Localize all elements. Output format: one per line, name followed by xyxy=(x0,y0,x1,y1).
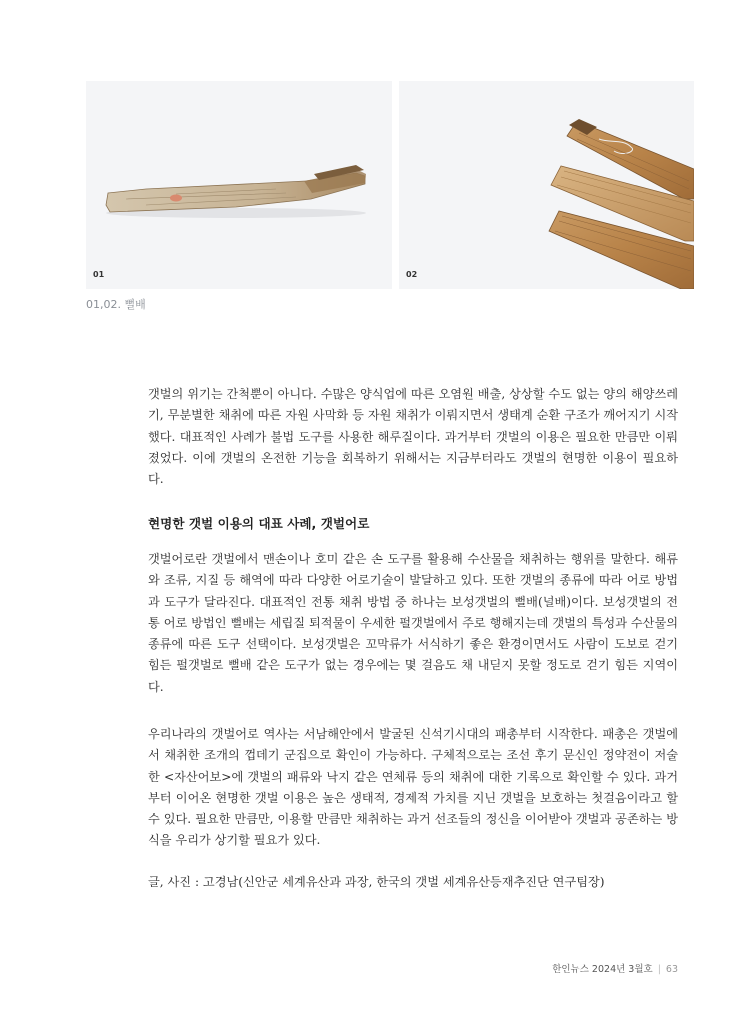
page-footer xyxy=(552,961,678,975)
planks-illustration xyxy=(399,81,694,289)
page-number: 63 xyxy=(665,964,678,975)
publication-name: 한인뉴스 2024년 3월호 xyxy=(552,964,653,975)
author-credit: 글, 사진 : 고경남(신안군 세계유산과 과장, 한국의 갯벌 세계유산등재추진단 연구팀장) xyxy=(148,875,605,889)
photo-mudboard-2 xyxy=(399,81,694,289)
body-paragraph: 갯벌의 위기는 간척뿐이 아니다. 수많은 양식업에 따른 오염원 배출, 상상할 수도 없는 양의 해양쓰레기, 무분별한 채취에 따른 자원 사막화 등 자원 채취가 이뤄지면서 생태계 순환 구조가 깨어지기 시작했다. 대표적인 사례가 불법 도구를 사용한 해루질이다. 과거부터 갯벌의 이용은 필요한 만큼만 이뤄졌었다. 이에 갯벌의 온전한 기능을 회복하기 위해서는 지금부터라도 갯벌의 현명한 이용이 필요하다. xyxy=(148,387,678,487)
photo-number: 01 xyxy=(93,270,105,279)
photo-number: 02 xyxy=(406,270,418,279)
mudboard-illustration xyxy=(86,81,392,289)
body-paragraph: 갯벌어로란 갯벌에서 맨손이나 호미 같은 손 도구를 활용해 수산물을 채취하는 행위를 말한다. 해류와 조류, 지질 등 해역에 따라 다양한 어로기술이 발달하고 있다. 또한 갯벌의 종류에 따라 어로 방법과 도구가 달라진다. 대표적인 전통 채취 방법 중 하나는 보성갯벌의 뻘배(널배)이다. 보성갯벌의 전통 어로 방법인 뻘배는 세립질 퇴적물이 우세한 펄갯벌에서 주로 행해지는데 갯벌의 특성과 수산물의 종류에 따른 도구 선택이다. 보성갯벌은 꼬막류가 서식하기 좋은 환경이면서도 사람이 도보로 걷기 힘든 펄갯벌로 뻘배 같은 도구가 없는 경우에는 몇 걸음도 채 내딛지 못할 정도로 걷기 힘든 지역이다. xyxy=(148,552,678,694)
footer-separator: | xyxy=(657,964,661,975)
photo-caption: 01,02. 뻘배 xyxy=(86,298,146,311)
body-paragraph: 우리나라의 갯벌어로 역사는 서남해안에서 발굴된 신석기시대의 패총부터 시작한다. 패총은 갯벌에서 채취한 조개의 껍데기 군집으로 확인이 가능하다. 구체적으로는 조선 후기 문신인 정약전이 저술한 <자산어보>에 갯벌의 패류와 낙지 같은 연체류 등의 채취에 대한 기록으로 확인할 수 있다. 과거부터 이어온 현명한 갯벌 이용은 높은 생태적, 경제적 가치를 지닌 갯벌을 보호하는 첫걸음이라고 할 수 있다. 필요한 만큼만, 이용할 만큼만 채취하는 과거 선조들의 정신을 이어받아 갯벌과 공존하는 방식을 우리가 상기할 필요가 있다. xyxy=(148,727,678,848)
photo-mudboard-1 xyxy=(86,81,392,289)
section-heading: 현명한 갯벌 이용의 대표 사례, 갯벌어로 xyxy=(148,516,370,531)
